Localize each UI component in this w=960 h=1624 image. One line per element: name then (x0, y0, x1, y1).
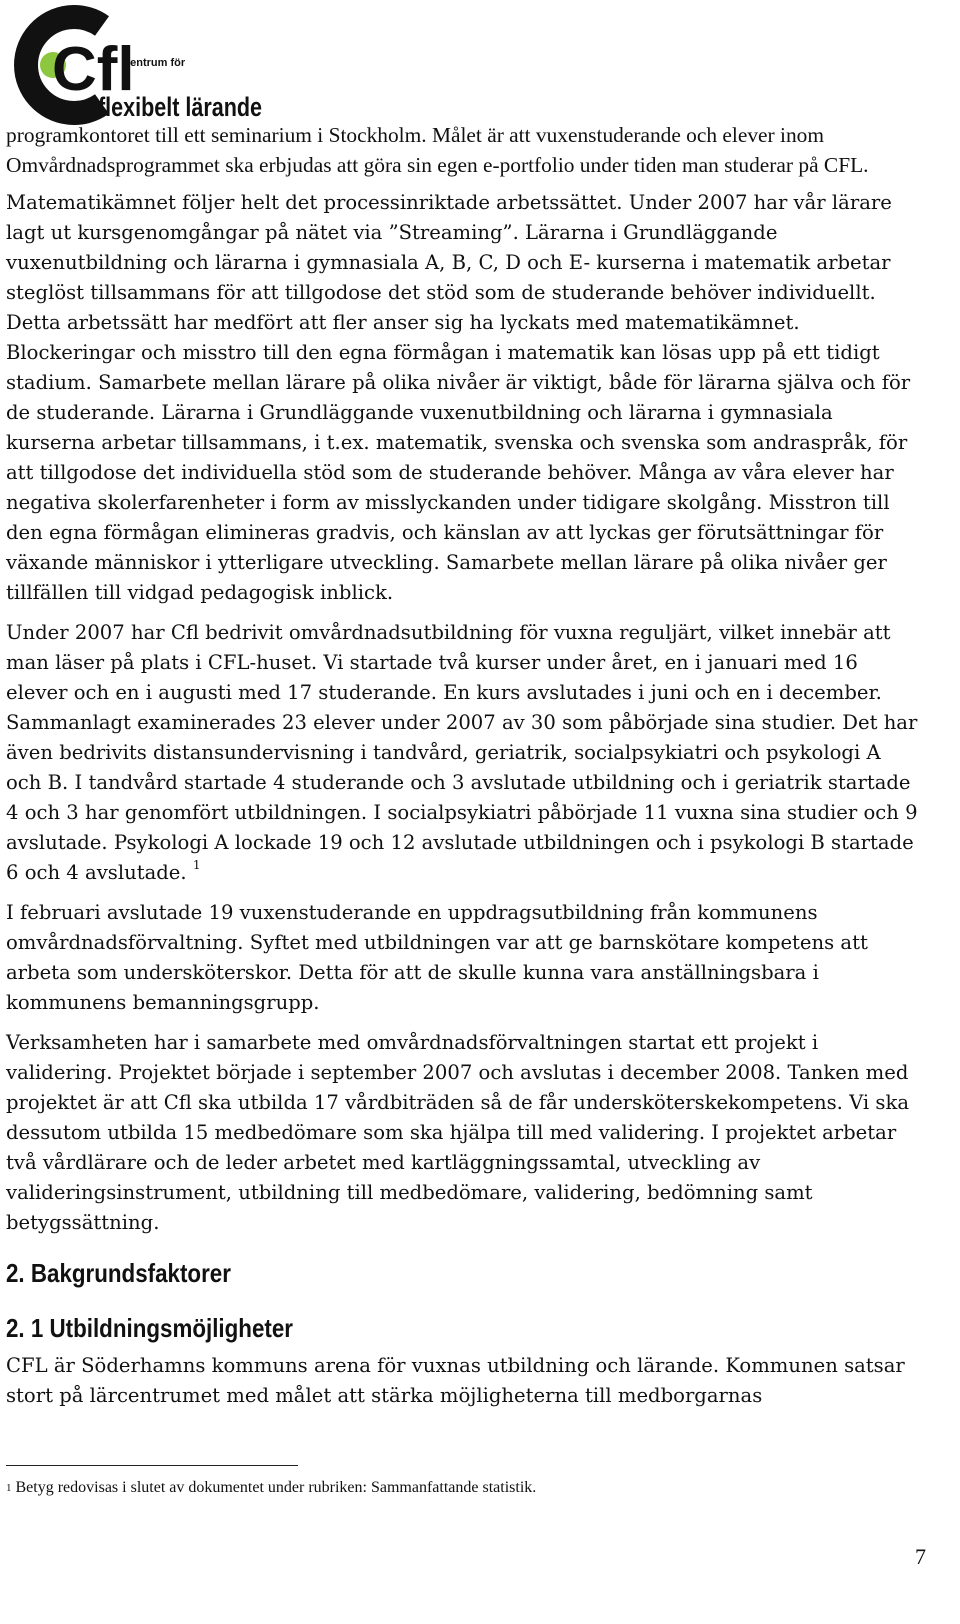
logo-tagline-2: flexibelt lärande (98, 92, 262, 122)
paragraph-4: I februari avslutade 19 vuxenstuderande en uppdragsutbildning från kommunens omvårdnadsförvaltning. Syftet med utbildningen var att ge barnskötare kompetens att arbeta som undersköterskor. Detta för att de skulle kunna vara anställningsbara i kommunens bemanningsgrupp. (6, 901, 868, 1014)
paragraph-3-text: Under 2007 har Cfl bedrivit omvårdnadsutbildning för vuxna reguljärt, vilket innebär att man läser på plats i CFL-huset. Vi startade två kurser under året, en i januari med 16 elever och en i augusti med 17 studerande. En kurs avslutades i juni och en i december. Sammanlagt examinerades 23 elever under 2007 av 30 som påbörjade sina studier. Det har även bedrivits distansundervisning i tandvård, geriatrik, socialpsykiatri och psykologi A och B. I tandvård startade 4 studerande och 3 avslutade utbildning och i geriatrik startade 4 och 3 har genomfört utbildningen. I socialpsykiatri påbörjade 11 vuxna sina studier och 9 avslutade. Psykologi A lockade 19 och 12 avslutade utbildningen och i psykologi B startade 6 och 4 avslutade. (6, 621, 918, 884)
paragraph-2: Matematikämnet följer helt det processinriktade arbetssättet. Under 2007 har vår lärare lagt ut kursgenomgångar på nätet via ”Streaming”. Lärarna i Grundläggande vuxenutbildning och lärarna i gymnasiala A, B, C, D och E- kurserna i matematik arbetar steglöst tillsammans för att tillgodose det stöd som de studerande behöver individuellt. Detta arbetssätt har medfört att fler anser sig ha lyckats med matematikämnet. Blockeringar och misstro till den egna förmågan i matematik kan lösas upp på ett tidigt stadium. Samarbete mellan lärare på olika nivåer är viktigt, både för lärarna själva och för de studerande. Lärarna i Grundläggande vuxenutbildning och lärarna i gymnasiala kurserna arbetar tillsammans, i t.ex. matematik, svenska och svenska som andraspråk, för att tillgodose det individuella stöd som de studerande behöver. Många av våra elever har negativa skolerfarenheter i form av misslyckanden under tidigare skolgång. Misstron till den egna förmågan elimineras gradvis, och känslan av att lyckas ger förutsättningar för växande människor i ytterligare utveckling. Samarbete mellan lärare på olika nivåer ger tillfällen till vidgad pedagogisk inblick. (6, 191, 911, 604)
logo-tagline-1: centrum för (124, 57, 186, 69)
document-body (6, 120, 921, 1411)
paragraph-5: Verksamheten har i samarbete med omvårdnadsförvaltningen startat ett projekt i validering. Projektet började i september 2007 och avslutas i december 2008. Tanken med projektet är att Cfl ska utbilda 17 vårdbiträden så de får undersköterskekompetens. Vi ska dessutom utbilda 15 medbedömare som ska hjälpa till med validering. I projektet arbetar två vårdlärare och de leder arbetet med kartläggningssamtal, utveckling av valideringsinstrument, utbildning till medbedömare, validering, bedömning samt betygssättning. (6, 1031, 910, 1234)
paragraph-6: CFL är Söderhamns kommuns arena för vuxnas utbildning och lärande. Kommunen satsar stort på lärcentrumet med målet att stärka möjligheterna till medborgarnas (6, 1354, 905, 1407)
logo-mark: Cfl (52, 35, 135, 104)
footnote (6, 1478, 536, 1498)
paragraph-1: programkontoret till ett seminarium i Stockholm. Målet är att vuxenstuderande och elever inom Omvårdnadsprogrammet ska erbjudas att göra sin egen e-portfolio under tiden man studerar på CFL. (6, 123, 869, 177)
footnote-text: Betyg redovisas i slutet av dokumentet under rubriken: Sammanfattande statistik. (15, 1479, 537, 1496)
page-number: 7 (915, 1544, 926, 1569)
footnote-divider (6, 1465, 298, 1466)
cfl-logo-graphic (6, 4, 266, 120)
paragraph-3 (6, 618, 921, 888)
subsection-heading: 2. 1 Utbildningsmöjligheter (6, 1313, 293, 1343)
cfl-logo (6, 4, 266, 120)
section-heading: 2. Bakgrundsfaktorer (6, 1258, 231, 1288)
footnote-reference: 1 (192, 858, 201, 872)
footnote-marker: 1 (6, 1482, 12, 1494)
